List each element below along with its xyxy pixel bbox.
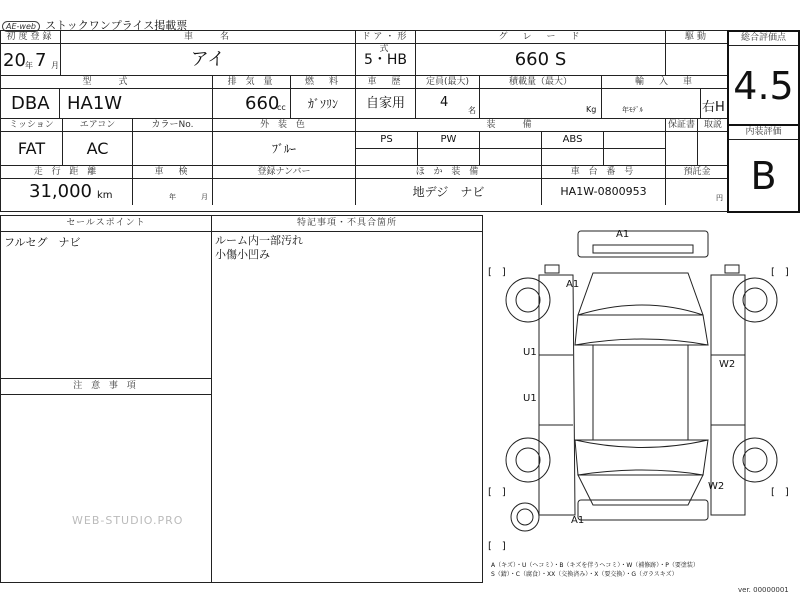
label-displacement: 排 気 量 (213, 76, 291, 88)
month-unit: 月 (51, 61, 59, 70)
aircon-cell (63, 132, 133, 165)
manual (698, 132, 728, 165)
notes (1, 395, 211, 585)
label-manual: 取説 (703, 120, 722, 130)
equip-4: ABS (542, 132, 604, 148)
capacity: 4 (440, 95, 449, 110)
row4-headers (1, 166, 728, 179)
ext-color-cell (213, 132, 356, 165)
label-usage: 車 歴 (356, 76, 416, 88)
load-cell (480, 89, 602, 118)
remarks-panel (211, 215, 483, 583)
equipment-cell (356, 132, 666, 165)
score-panel (727, 30, 800, 213)
drive (666, 44, 728, 75)
price-unit: 円 (716, 194, 723, 202)
displacement: 660 (245, 93, 280, 114)
import-divider (700, 89, 701, 118)
row1-headers (1, 31, 728, 54)
insp-year: 年 (169, 193, 176, 201)
month: 7 (35, 50, 47, 71)
damage-diagram (483, 215, 800, 583)
warranty (666, 132, 698, 165)
mark-left-rear-door: U1 (523, 393, 537, 404)
score-cell (729, 46, 798, 126)
year-prefix: 20 (3, 50, 26, 71)
other-equip-cell (356, 179, 542, 205)
row2-values (1, 89, 728, 119)
equip-3 (480, 132, 542, 148)
mark-front-bumper: A1 (616, 229, 630, 240)
displacement-cell (213, 89, 291, 118)
inspection-cell (133, 179, 213, 205)
row4-values (1, 179, 728, 205)
label-model: 型 式 (1, 76, 213, 88)
label-ext-color: 外 装 色 (213, 119, 356, 131)
logo: AE-web (2, 21, 40, 32)
capacity-cell (416, 89, 480, 118)
watermark: WEB-STUDIO.PRO (72, 514, 184, 527)
remark-item: ルーム内一部汚れ (215, 234, 303, 247)
car-name-cell (61, 44, 356, 75)
ext-color: ﾌﾞﾙｰ (271, 142, 296, 156)
usage: 自家用 (365, 96, 405, 111)
interior-cell (729, 140, 798, 212)
label-inspection: 車 検 (133, 166, 213, 178)
label-plate: 登録ナンバー (213, 166, 356, 178)
label-car-name: 車 名 (61, 31, 356, 43)
chassis: HA1W-0800953 (560, 185, 647, 198)
chassis-cell (542, 179, 666, 205)
bracket-front-left: [ ] (488, 267, 506, 278)
damage-legend (491, 561, 699, 579)
sales-points: フルセグ ナビ (4, 236, 81, 249)
equip-2: PW (418, 132, 480, 148)
remarks-list (212, 232, 482, 264)
label-capacity: 定員(最大) (416, 76, 480, 88)
label-warranty: 保証書 (666, 119, 698, 131)
mark-rear-bumper: A1 (571, 515, 585, 526)
bracket-rear-right: [ ] (771, 487, 789, 498)
legend-line-1: A（キズ）・U（ヘコミ）・B（キズを伴うヘコミ）・W（補修跡）・P（要塗装） (491, 562, 699, 569)
mark-right-door: W2 (719, 359, 736, 370)
label-interior: 内装評価 (729, 126, 798, 140)
label-first-reg: 初度登録 (1, 31, 61, 43)
label-equipment: 装 備 (356, 119, 666, 131)
label-grade: グ レ ー ド (416, 31, 666, 43)
label-score: 総合評価点 (729, 32, 798, 46)
row3-headers (1, 119, 728, 132)
price-cell (666, 179, 728, 205)
label-import: 輸 入 車 (634, 77, 695, 87)
model-cell (1, 89, 213, 118)
mission: FAT (17, 139, 46, 158)
label-price: 預託金 (683, 167, 711, 177)
label-sales-points: セールスポイント (1, 216, 211, 232)
label-mileage: 走 行 距 離 (1, 166, 133, 178)
label-mission: ミッション (1, 119, 63, 131)
bracket-front-right: [ ] (771, 267, 789, 278)
aircon: AC (86, 139, 109, 158)
grade: 660 S (514, 49, 567, 70)
version: ver. 00000001 (738, 586, 789, 594)
load-unit: Kg (586, 105, 597, 114)
row2-headers (1, 76, 728, 89)
import-unit: 年ﾓﾃﾞﾙ (622, 106, 643, 114)
mileage-unit: km (97, 190, 113, 201)
row1-values (1, 44, 728, 76)
interior-score: B (750, 154, 777, 198)
form-title: ストックワンプライス掲載票 (45, 19, 188, 32)
usage-cell (356, 89, 416, 118)
grade-cell (416, 44, 666, 75)
label-other-equip: ほ か 装 備 (356, 166, 542, 178)
label-aircon: エアコン (63, 119, 133, 131)
insp-month: 月 (201, 193, 208, 201)
year-unit: 年 (25, 61, 33, 70)
label-door: ドア・形式 (356, 31, 416, 43)
label-load: 積載量（最大） (480, 76, 602, 88)
door-cell (356, 44, 416, 75)
mission-cell (1, 132, 63, 165)
mileage-cell (1, 179, 133, 205)
import-cell (602, 89, 728, 118)
label-drive: 駆動 (684, 32, 709, 42)
capacity-unit: 名 (468, 106, 476, 115)
equip-1: PS (356, 132, 418, 148)
label-chassis: 車 台 番 号 (542, 166, 666, 178)
label-fuel: 燃 料 (291, 76, 356, 88)
remark-item: 小傷小凹み (215, 248, 270, 261)
equipment-row (356, 132, 665, 149)
mark-front-left-fender: A1 (566, 279, 580, 290)
label-notes: 注 意 事 項 (1, 378, 211, 395)
bracket-spare: [ ] (488, 541, 506, 552)
model-divider (59, 89, 60, 118)
row3-values (1, 132, 728, 166)
displacement-unit: cc (277, 103, 286, 112)
model-prefix: DBA (11, 93, 50, 114)
fuel-cell (291, 89, 356, 118)
mark-right-rear: W2 (708, 481, 725, 492)
legend-line-2: S（錆）・C（腐食）・XX（交換済み）・X（要交換）・G（ガラスキズ） (491, 571, 678, 578)
car-outline-diagram (483, 215, 800, 560)
model-code: HA1W (67, 93, 123, 114)
fuel: ｶﾞｿﾘﾝ (307, 97, 338, 111)
equip-5 (604, 132, 665, 148)
mileage: 31,000 (29, 181, 92, 202)
plate (213, 179, 356, 205)
car-name: アイ (190, 49, 226, 70)
sales-notes-panel (0, 215, 212, 583)
label-remarks: 特記事項・不具合箇所 (212, 216, 482, 232)
label-color-no: カラーNo. (133, 119, 213, 131)
score: 4.5 (733, 64, 794, 108)
color-no (133, 132, 213, 165)
other-equip: 地デジ ナビ (412, 185, 485, 199)
mark-left-front-door: U1 (523, 347, 537, 358)
spec-grid (0, 30, 729, 212)
door: 5・HB (363, 52, 408, 68)
first-reg (1, 44, 61, 75)
equipment-row-2 (356, 149, 665, 165)
steering: 右H (702, 100, 725, 115)
bracket-rear-left: [ ] (488, 487, 506, 498)
